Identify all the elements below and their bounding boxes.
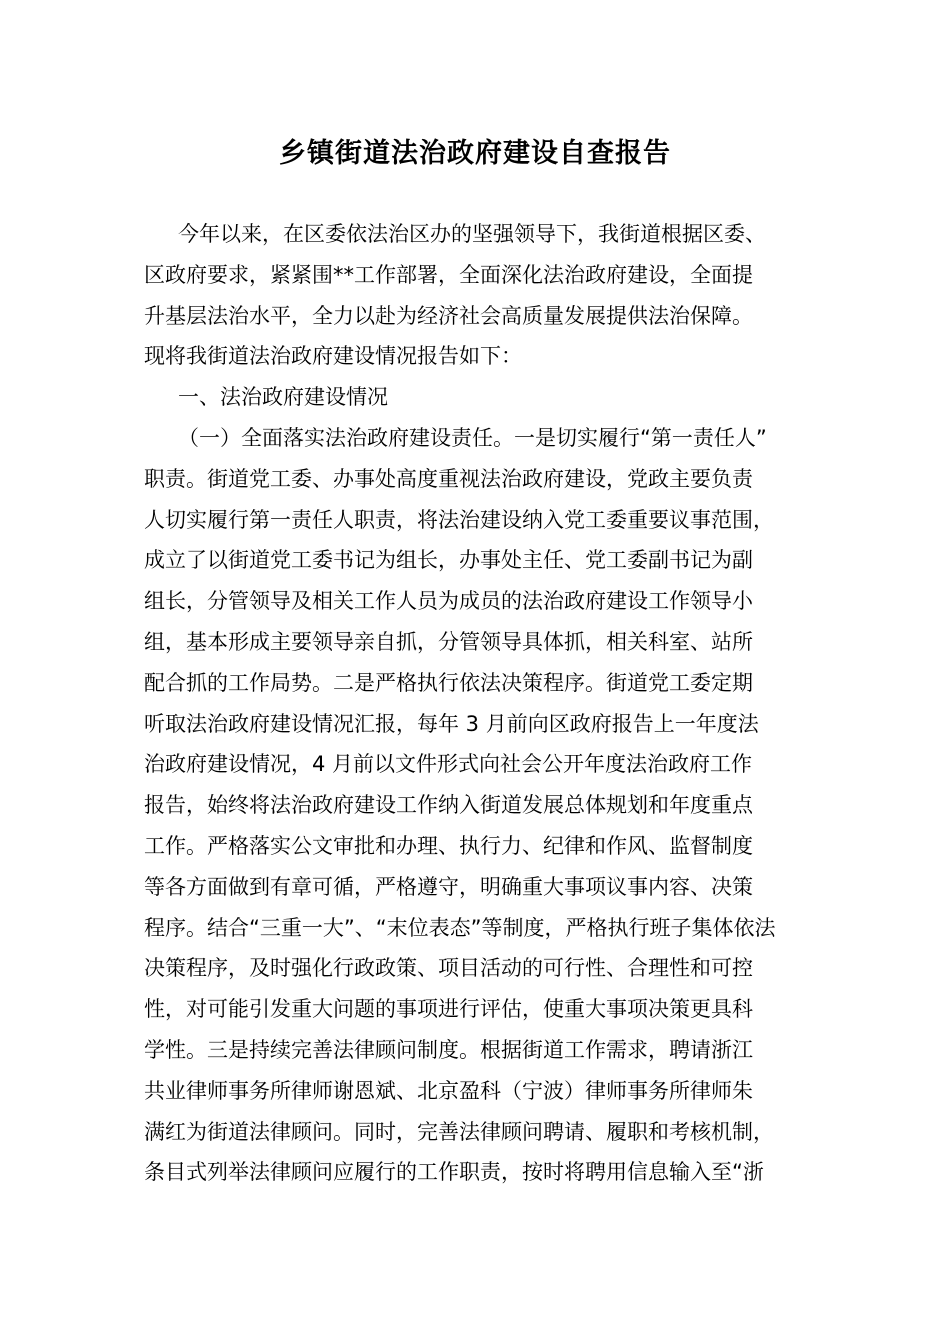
body-line: 现将我街道法治政府建设情况报告如下： [144, 344, 522, 369]
body-line: 学性。三是持续完善法律顾问制度。根据街道工作需求，聘请浙江 [144, 1037, 753, 1062]
body-line: 人切实履行第一责任人职责，将法治建设纳入党工委重要议事范围， [144, 507, 774, 532]
body-line: 组，基本形成主要领导亲自抓，分管领导具体抓，相关科室、站所 [144, 629, 753, 654]
body-line: 区政府要求，紧紧围**工作部署，全面深化法治政府建设，全面提 [144, 262, 753, 287]
body-line: 升基层法治水平，全力以赴为经济社会高质量发展提供法治保障。 [144, 303, 753, 328]
body-line: 一、法治政府建设情况 [178, 385, 388, 410]
body-line: 报告，始终将法治政府建设工作纳入街道发展总体规划和年度重点 [144, 793, 753, 818]
body-line: 听取法治政府建设情况汇报，每年 3 月前向区政府报告上一年度法 [144, 711, 759, 736]
body-line: 程序。结合“三重一大”、“末位表态”等制度，严格执行班子集体依法 [144, 915, 776, 940]
body-line: 条目式列举法律顾问应履行的工作职责，按时将聘用信息输入至“浙 [144, 1160, 764, 1185]
body-line: 性，对可能引发重大问题的事项进行评估，使重大事项决策更具科 [144, 997, 753, 1022]
body-line: 成立了以街道党工委书记为组长，办事处主任、党工委副书记为副 [144, 548, 753, 573]
document-body [144, 214, 844, 1193]
body-line: 组长，分管领导及相关工作人员为成员的法治政府建设工作领导小 [144, 589, 753, 614]
body-line: 满红为街道法律顾问。同时，完善法律顾问聘请、履职和考核机制， [144, 1119, 774, 1144]
body-line: 工作。严格落实公文审批和办理、执行力、纪律和作风、监督制度 [144, 833, 753, 858]
body-line: 配合抓的工作局势。二是严格执行依法决策程序。街道党工委定期 [144, 670, 753, 695]
body-line: 决策程序，及时强化行政政策、项目活动的可行性、合理性和可控 [144, 956, 753, 981]
body-line: 治政府建设情况，4 月前以文件形式向社会公开年度法治政府工作 [144, 752, 753, 777]
body-line: 等各方面做到有章可循，严格遵守，明确重大事项议事内容、决策 [144, 874, 753, 899]
body-line: 今年以来，在区委依法治区办的坚强领导下，我街道根据区委、 [178, 222, 766, 246]
document-title: 乡镇街道法治政府建设自查报告 [279, 138, 671, 169]
body-line: 职责。街道党工委、办事处高度重视法治政府建设，党政主要负责 [144, 466, 753, 491]
body-line: 共业律师事务所律师谢恩斌、北京盈科（宁波）律师事务所律师朱 [144, 1078, 753, 1103]
body-line: （一）全面落实法治政府建设责任。一是切实履行“第一责任人” [178, 425, 767, 450]
